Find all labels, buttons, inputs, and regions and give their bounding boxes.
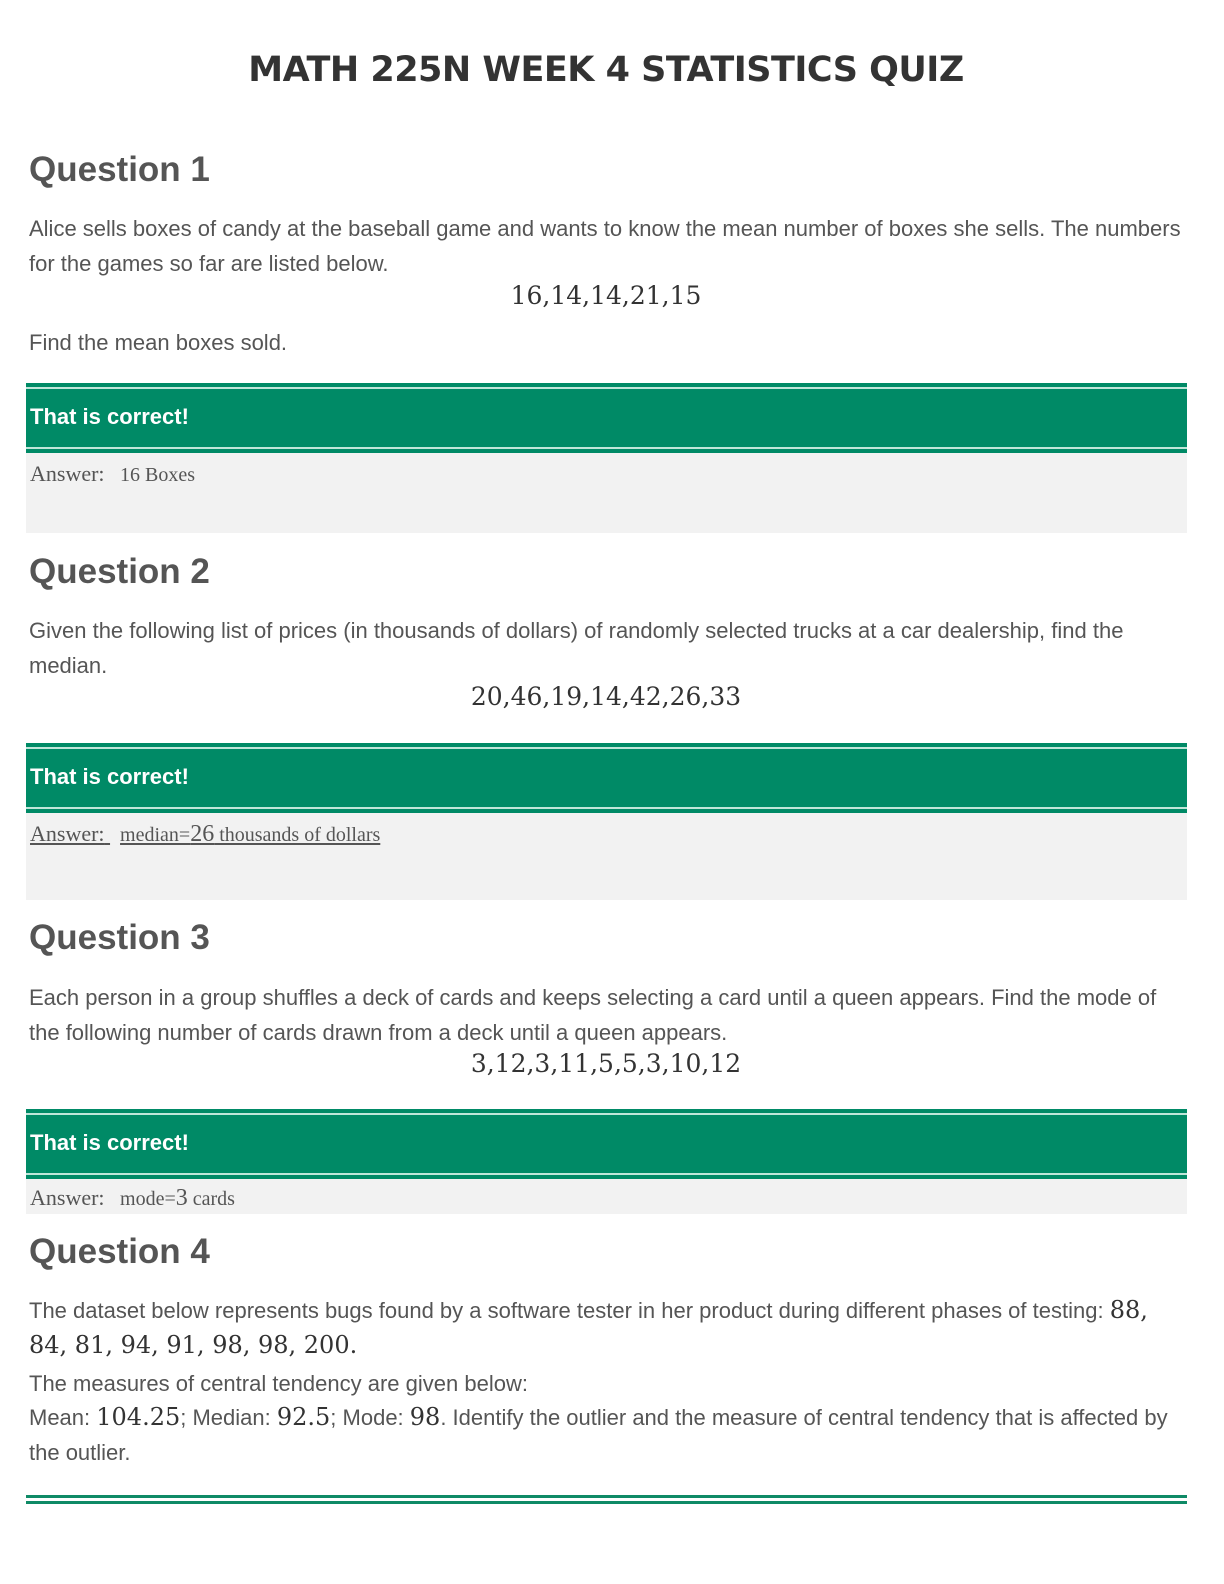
answer-label: Answer: bbox=[30, 1185, 105, 1210]
answer-suffix: thousands of dollars bbox=[214, 824, 381, 846]
mode-value: 98 bbox=[409, 1403, 441, 1431]
question-3-text: Each person in a group shuffles a deck of cards and keeps selecting a card until a queen appears. Find the mode of the following number of cards drawn from a deck until a queen appears. bbox=[29, 985, 1157, 1045]
page-title: MATH 225N WEEK 4 STATISTICS QUIZ bbox=[248, 50, 964, 90]
feedback-banner bbox=[26, 383, 1187, 453]
mode-label: ; Mode: bbox=[330, 1405, 410, 1430]
answer-box bbox=[26, 813, 1187, 900]
question-1-data: 16,14,14,21,15 bbox=[510, 281, 702, 310]
median-value: 92.5 bbox=[276, 1403, 331, 1431]
feedback-correct-label: That is correct! bbox=[30, 404, 189, 429]
feedback-correct-label: That is correct! bbox=[30, 1130, 189, 1155]
question-4-text: The dataset below represents bugs found by a software tester in her product during different phases of testing: 88, 84, 81, 94, 91, 98, 98, 200. bbox=[29, 1296, 1148, 1359]
question-2-data: 20,46,19,14,42,26,33 bbox=[470, 682, 742, 711]
answer-suffix: cards bbox=[187, 1188, 235, 1210]
feedback-banner bbox=[26, 1109, 1187, 1179]
question-2-text: Given the following list of prices (in thousands of dollars) of randomly selected trucks at a car dealership, find the median. bbox=[29, 618, 1124, 678]
question-4-heading: Question 4 bbox=[29, 1232, 210, 1271]
question-4-subtext: The measures of central tendency are given below: bbox=[29, 1371, 528, 1396]
question-4-measures bbox=[29, 1400, 1189, 1470]
answer-value: 16 Boxes bbox=[120, 464, 196, 486]
median-label: ; Median: bbox=[180, 1405, 277, 1430]
question-1-heading: Question 1 bbox=[29, 150, 210, 189]
question-2-heading: Question 2 bbox=[29, 552, 210, 591]
answer-label: Answer: bbox=[30, 461, 105, 486]
mean-value: 104.25 bbox=[96, 1403, 181, 1431]
question-4-intro: The dataset below represents bugs found by a software tester in her product during different phases of testing: bbox=[29, 1298, 1110, 1323]
answer-number: 26 bbox=[190, 821, 215, 847]
question-4-dataset: 88, 84, 81, 94, 91, 98, 98, 200 bbox=[29, 1296, 1148, 1359]
mean-label: Mean: bbox=[29, 1405, 97, 1430]
answer-number: 3 bbox=[175, 1185, 188, 1211]
answer-text bbox=[30, 821, 380, 848]
question-4-prompt: . Identify the outlier and the measure of central tendency that is affected by the outlier. bbox=[29, 1405, 1168, 1465]
question-1-text: Alice sells boxes of candy at the baseball game and wants to know the mean number of boxes she sells. The numbers for the games so far are listed below. bbox=[29, 216, 1181, 276]
answer-text bbox=[30, 461, 195, 487]
section-divider bbox=[26, 1495, 1187, 1505]
answer-prefix: median= bbox=[120, 824, 191, 846]
question-3-heading: Question 3 bbox=[29, 918, 210, 957]
answer-box bbox=[26, 453, 1187, 533]
feedback-banner bbox=[26, 743, 1187, 813]
answer-label: Answer: bbox=[30, 821, 105, 846]
question-3-data: 3,12,3,11,5,5,3,10,12 bbox=[470, 1049, 742, 1078]
answer-prefix: mode= bbox=[120, 1188, 176, 1210]
feedback-correct-label: That is correct! bbox=[30, 764, 189, 789]
question-1-prompt: Find the mean boxes sold. bbox=[29, 330, 288, 355]
answer-text bbox=[30, 1185, 235, 1212]
answer-box bbox=[26, 1179, 1187, 1214]
